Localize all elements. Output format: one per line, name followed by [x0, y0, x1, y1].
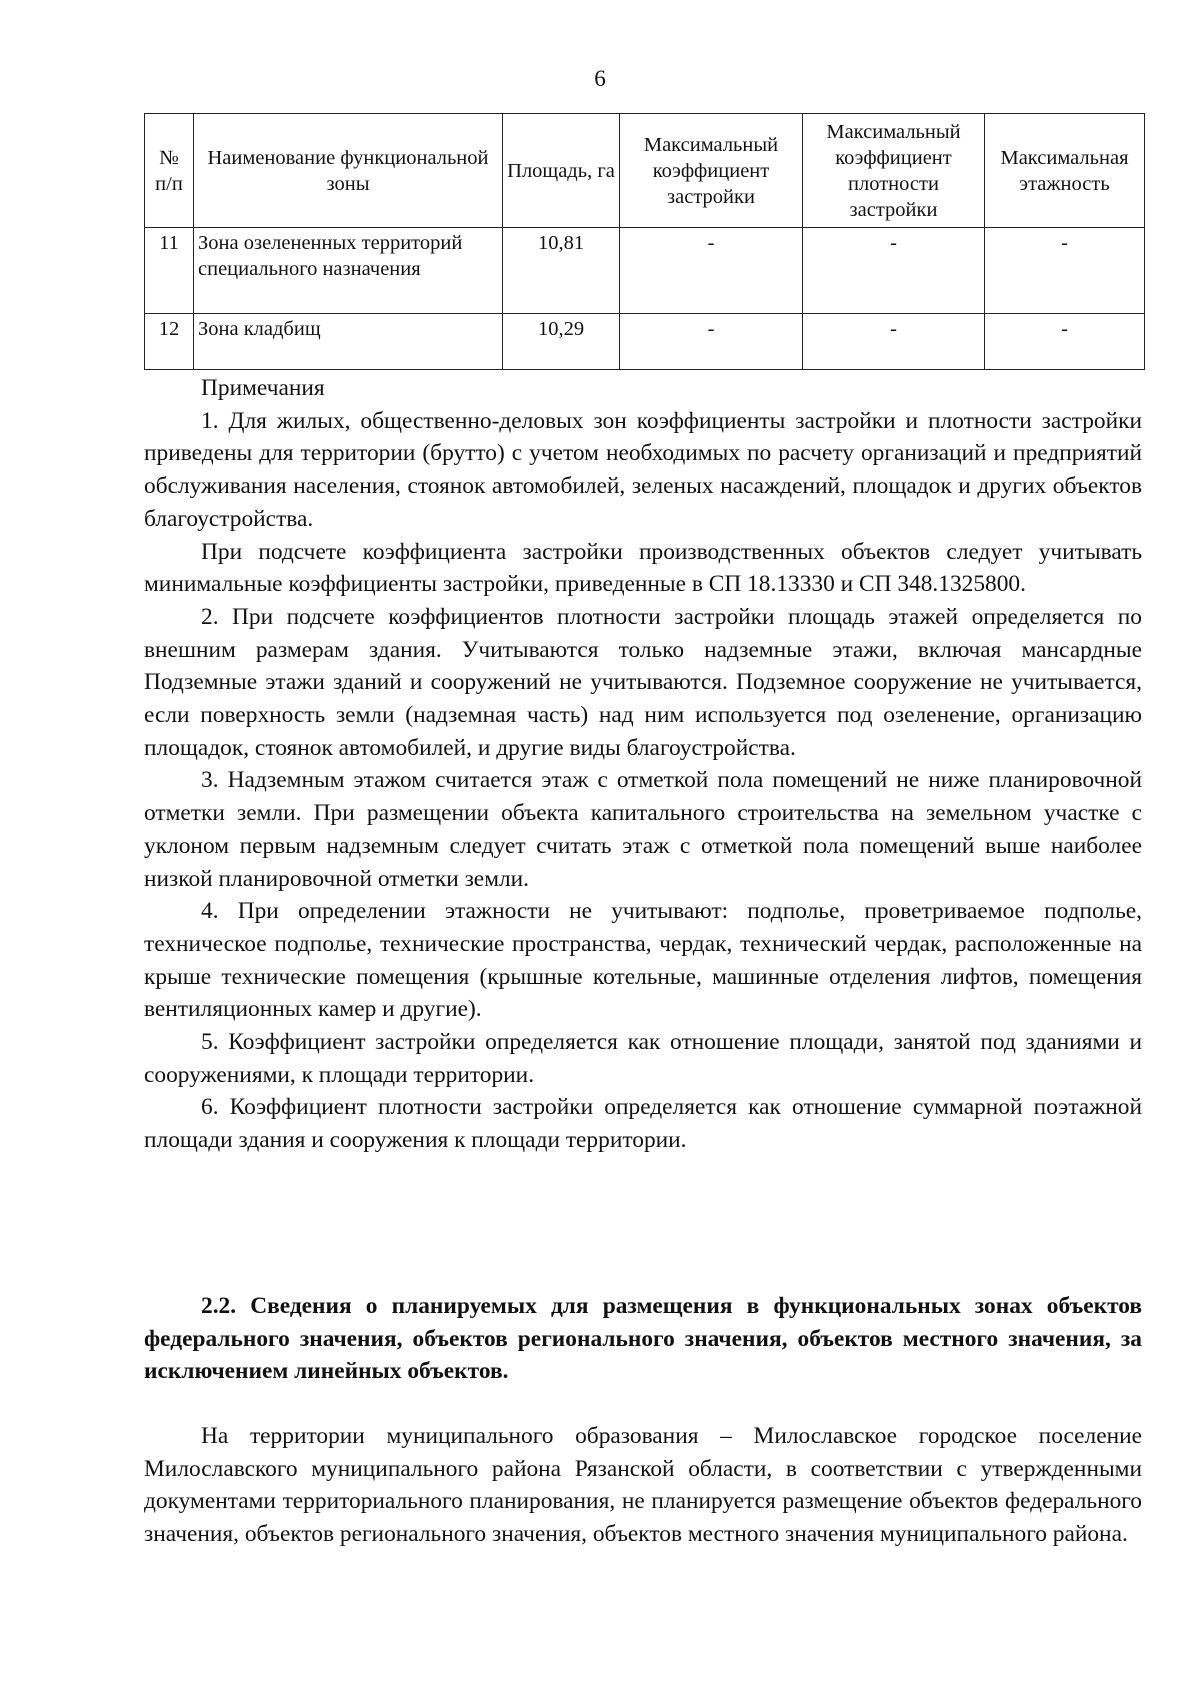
cell-number: 12	[145, 314, 194, 370]
cell-area: 10,29	[503, 314, 620, 370]
page-number: 6	[594, 66, 606, 91]
notes-block	[144, 372, 1142, 1157]
cell-floors: -	[985, 314, 1145, 370]
header-max-building-coefficient: Максимальный коэффициент застройки	[620, 114, 803, 228]
note-paragraph: 3. Надземным этажом считается этаж с отметкой пола помещений не ниже планировочной отметки земли. При размещении объекта капитального строительства на земельном участке с уклоном первым надземным следует считать этаж с отметкой пола помещений выше наиболее низкой планировочной отметки земли.	[144, 767, 1142, 892]
header-max-floors: Максимальная этажность	[985, 114, 1145, 228]
cell-building-coefficient: -	[620, 228, 803, 314]
note-paragraph: 4. При определении этажности не учитывают: подполье, проветриваемое подполье, техническое подполье, технические пространства, чердак, технический чердак, расположенные на крыше технические помещения (крышные котельные, машинные отделения лифтов, помещения вентиляционных камер и другие).	[144, 898, 1142, 1023]
cell-density-coefficient: -	[803, 228, 985, 314]
section-paragraph: На территории муниципального образования – Милославское городское поселение Милославского муниципального района Рязанской области, в соответствии с утвержденными документами территориального планирования, не планируется размещение объектов федерального значения, объектов регионального значения, объектов местного значения муниципального района.	[144, 1423, 1142, 1548]
header-max-density-coefficient: Максимальный коэффициент плотности застройки	[803, 114, 985, 228]
section-heading: 2.2. Сведения о планируемых для размещения в функциональных зонах объектов федерального значения, объектов регионального значения, объектов местного значения, за исключением линейных объектов.	[144, 1293, 1142, 1385]
cell-number: 11	[145, 228, 194, 314]
table-header-row	[145, 114, 1145, 228]
cell-floors: -	[985, 228, 1145, 314]
note-paragraph: 6. Коэффициент плотности застройки определяется как отношение суммарной поэтажной площади здания и сооружения к площади территории.	[144, 1094, 1142, 1154]
header-zone-name: Наименование функциональной зоны	[194, 114, 503, 228]
note-paragraph: 1. Для жилых, общественно-деловых зон коэффициенты застройки и плотности застройки приведены для территории (брутто) с учетом необходимых по расчету организаций и предприятий обслуживания населения, стоянок автомобилей, зеленых насаждений, площадок и других объектов благоустройства.	[144, 407, 1142, 532]
header-number: № п/п	[145, 114, 194, 228]
note-paragraph: При подсчете коэффициента застройки производственных объектов следует учитывать минимальные коэффициенты застройки, приведенные в СП 18.13330 и СП 348.1325800.	[144, 538, 1142, 598]
note-paragraph: 5. Коэффициент застройки определяется как отношение площади, занятой под зданиями и сооружениями, к площади территории.	[144, 1029, 1142, 1088]
cell-zone-name: Зона озелененных территорий специального назначения	[194, 228, 503, 314]
note-paragraph: 2. При подсчете коэффициентов плотности застройки площадь этажей определяется по внешним размерам здания. Учитываются только надземные этажи, включая мансардные Подземные этажи зданий и сооружений не учитываются. Подземное сооружение не учитывается, если поверхность земли (надземная часть) над ним используется под озеленение, организацию площадок, стоянок автомобилей, и другие виды благоустройства.	[144, 603, 1142, 761]
table-row	[145, 314, 1145, 370]
header-area: Площадь, га	[503, 114, 620, 228]
cell-area: 10,81	[503, 228, 620, 314]
table-row	[145, 228, 1145, 314]
cell-zone-name: Зона кладбищ	[194, 314, 503, 370]
cell-building-coefficient: -	[620, 314, 803, 370]
notes-title: Примечания	[201, 375, 325, 401]
zones-table	[144, 113, 1145, 370]
cell-density-coefficient: -	[803, 314, 985, 370]
